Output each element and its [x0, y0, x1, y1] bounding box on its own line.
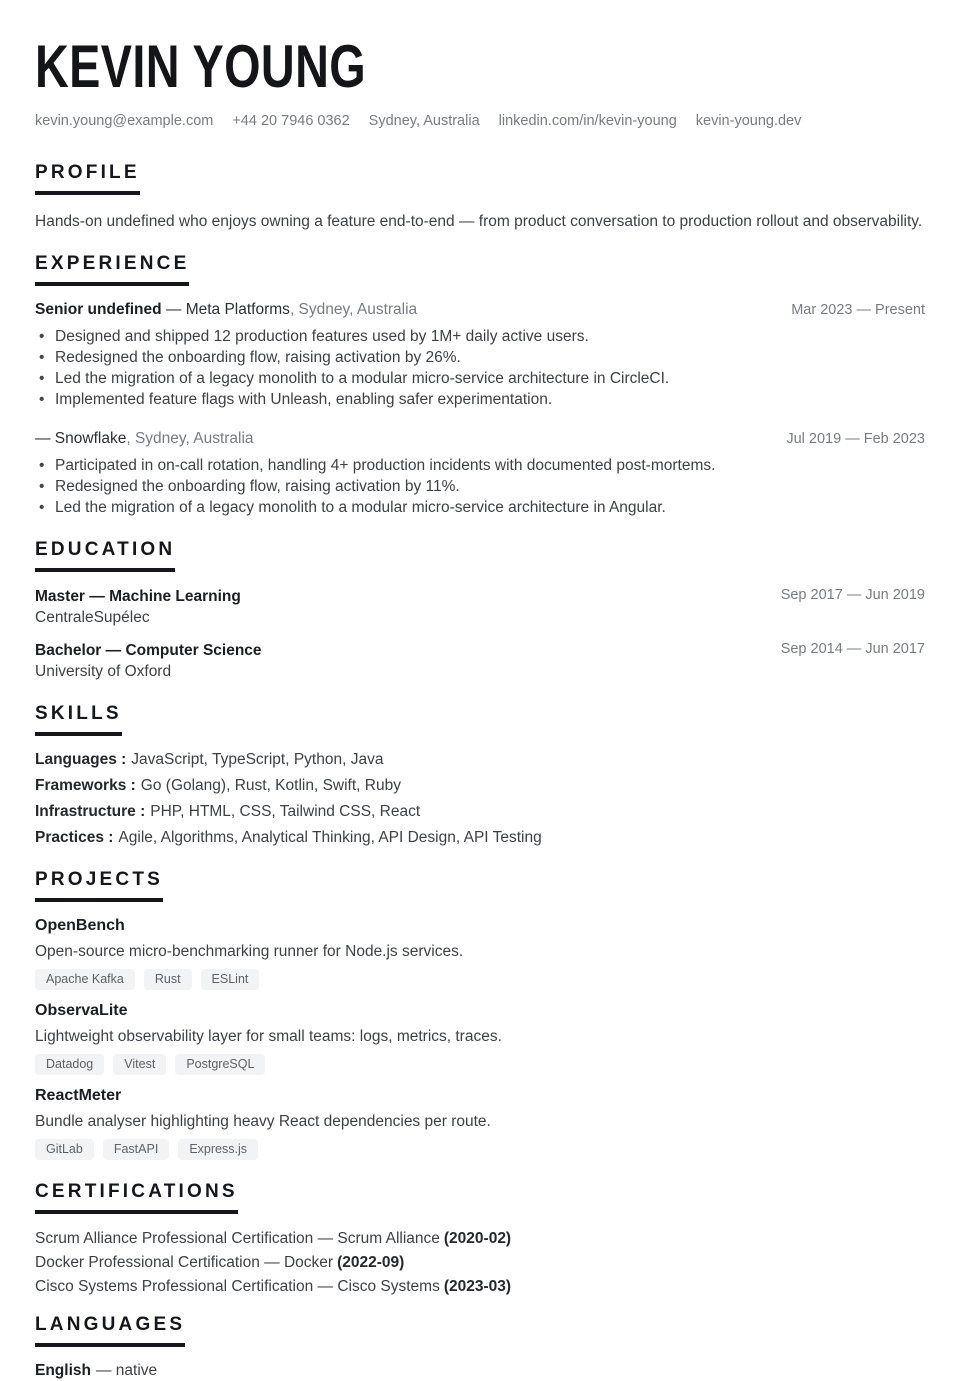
project-description: Lightweight observability layer for small teams: logs, metrics, traces.	[35, 1028, 502, 1045]
language-level: — native	[95, 1362, 158, 1379]
project-entry-reactmeter	[35, 1086, 925, 1160]
name-heading	[35, 33, 925, 100]
language-item	[35, 1361, 925, 1381]
skills-list	[35, 750, 925, 848]
skill-row-practices	[35, 828, 925, 848]
job-header	[35, 300, 925, 320]
certification-name: Cisco Systems Professional Certification — Cisco Systems	[35, 1278, 440, 1295]
experience-section-title: EXPERIENCE	[35, 254, 189, 286]
education-dates: Sep 2014 — Jun 2017	[780, 641, 925, 657]
section-profile	[35, 163, 925, 232]
job-dates: Jul 2019 — Feb 2023	[786, 431, 925, 447]
project-title: ObservaLite	[35, 1002, 128, 1019]
section-projects	[35, 870, 925, 1160]
section-education	[35, 540, 925, 682]
certification-name: Docker Professional Certification — Docker	[35, 1254, 334, 1271]
skill-category-label: Infrastructure :	[35, 803, 146, 820]
tag-pill: FastAPI	[103, 1139, 169, 1160]
job-entry-snowflake	[35, 429, 925, 518]
job-bullet-list	[35, 327, 925, 410]
job-location: , Sydney, Australia	[126, 430, 254, 447]
languages-section-title: LANGUAGES	[35, 1315, 185, 1347]
certification-item	[35, 1253, 925, 1273]
project-entry-observalite	[35, 1001, 925, 1075]
tag-pill: ESLint	[201, 969, 260, 990]
education-entry-bachelor	[35, 641, 925, 682]
skill-row-infrastructure	[35, 802, 925, 822]
job-location: , Sydney, Australia	[289, 301, 418, 318]
skill-category-label: Languages :	[35, 751, 127, 768]
certification-date: (2020-02)	[443, 1230, 512, 1247]
tag-pill: PostgreSQL	[175, 1054, 265, 1075]
skills-section-title: SKILLS	[35, 704, 122, 736]
bullet-item: • Implemented feature flags with Unleash, enabling safer experimentation.	[35, 390, 925, 410]
bullet-item: • Participated in on-call rotation, handling 4+ production incidents with documented post-mortems.	[35, 456, 925, 476]
project-title: ReactMeter	[35, 1087, 122, 1104]
project-entry-openbench	[35, 916, 925, 990]
skill-category-label: Practices :	[35, 829, 114, 846]
job-title-line	[35, 300, 417, 320]
project-description: Bundle analyser highlighting heavy React dependencies per route.	[35, 1113, 491, 1130]
tag-pill: Datadog	[35, 1054, 104, 1075]
job-title-line	[35, 429, 254, 449]
certification-item	[35, 1277, 925, 1297]
tag-pill: GitLab	[35, 1139, 94, 1160]
tag-pill: Rust	[144, 969, 192, 990]
bullet-item: • Led the migration of a legacy monolith to a modular micro-service architecture in Angular.	[35, 498, 925, 518]
education-left	[35, 587, 241, 628]
skill-values: Go (Golang), Rust, Kotlin, Swift, Ruby	[140, 777, 401, 794]
job-dates: Mar 2023 — Present	[791, 302, 925, 318]
skill-values: PHP, HTML, CSS, Tailwind CSS, React	[150, 803, 421, 820]
degree-title: Master — Machine Learning	[35, 588, 241, 605]
project-tag-list	[35, 1054, 925, 1075]
profile-summary: Hands-on undefined who enjoys owning a feature end-to-end — from product conversation to production rollout and observability.	[35, 213, 923, 230]
contact-website[interactable]: kevin-young.dev	[695, 113, 802, 129]
skill-category-label: Frameworks :	[35, 777, 136, 794]
name-text: KEVIN YOUNG	[35, 33, 367, 100]
education-dates: Sep 2017 — Jun 2019	[780, 587, 925, 603]
project-description: Open-source micro-benchmarking runner for Node.js services.	[35, 943, 464, 960]
certification-date: (2022-09)	[337, 1254, 405, 1271]
skill-values: Agile, Algorithms, Analytical Thinking, API Design, API Testing	[118, 829, 542, 846]
section-skills	[35, 704, 925, 848]
tag-pill: Apache Kafka	[35, 969, 135, 990]
certifications-section-title: CERTIFICATIONS	[35, 1182, 238, 1214]
tag-pill: Express.js	[178, 1139, 258, 1160]
certification-item	[35, 1229, 925, 1249]
profile-section-title: PROFILE	[35, 163, 140, 195]
skill-row-frameworks	[35, 776, 925, 796]
school-name: CentraleSupélec	[35, 609, 150, 626]
job-bullet-list	[35, 456, 925, 518]
education-header	[35, 587, 925, 628]
section-experience	[35, 254, 925, 518]
bullet-item: • Redesigned the onboarding flow, raising activation by 26%.	[35, 348, 925, 368]
bullet-item: • Designed and shipped 12 production features used by 1M+ daily active users.	[35, 327, 925, 347]
education-left	[35, 641, 262, 682]
skill-values: JavaScript, TypeScript, Python, Java	[131, 751, 384, 768]
certification-list	[35, 1229, 925, 1297]
contact-email[interactable]: kevin.young@example.com	[35, 113, 214, 129]
job-company: — Meta Platforms	[161, 301, 290, 318]
bullet-item: • Led the migration of a legacy monolith to a modular micro-service architecture in CircleCI.	[35, 369, 925, 389]
education-entry-master	[35, 587, 925, 628]
contact-linkedin[interactable]: linkedin.com/in/kevin-young	[498, 113, 677, 129]
language-name: English	[35, 1362, 91, 1379]
skill-row-languages	[35, 750, 925, 770]
project-tag-list	[35, 1139, 925, 1160]
job-header	[35, 429, 925, 449]
certification-name: Scrum Alliance Professional Certification — Scrum Alliance	[35, 1230, 440, 1247]
section-languages	[35, 1315, 925, 1381]
education-section-title: EDUCATION	[35, 540, 175, 572]
section-certifications	[35, 1182, 925, 1297]
job-company: — Snowflake	[35, 430, 127, 447]
bullet-item: • Redesigned the onboarding flow, raising activation by 11%.	[35, 477, 925, 497]
school-name: University of Oxford	[35, 663, 172, 680]
project-tag-list	[35, 969, 925, 990]
contact-location: Sydney, Australia	[368, 113, 480, 129]
job-role: Senior undefined	[35, 301, 162, 318]
certification-date: (2023-03)	[443, 1278, 512, 1295]
contact-phone: +44 20 7946 0362	[232, 113, 350, 129]
job-entry-meta-platforms	[35, 300, 925, 410]
tag-pill: Vitest	[113, 1054, 166, 1075]
project-title: OpenBench	[35, 917, 125, 934]
projects-section-title: PROJECTS	[35, 870, 163, 902]
degree-title: Bachelor — Computer Science	[35, 642, 262, 659]
education-header	[35, 641, 925, 682]
contact-bar	[35, 113, 925, 129]
